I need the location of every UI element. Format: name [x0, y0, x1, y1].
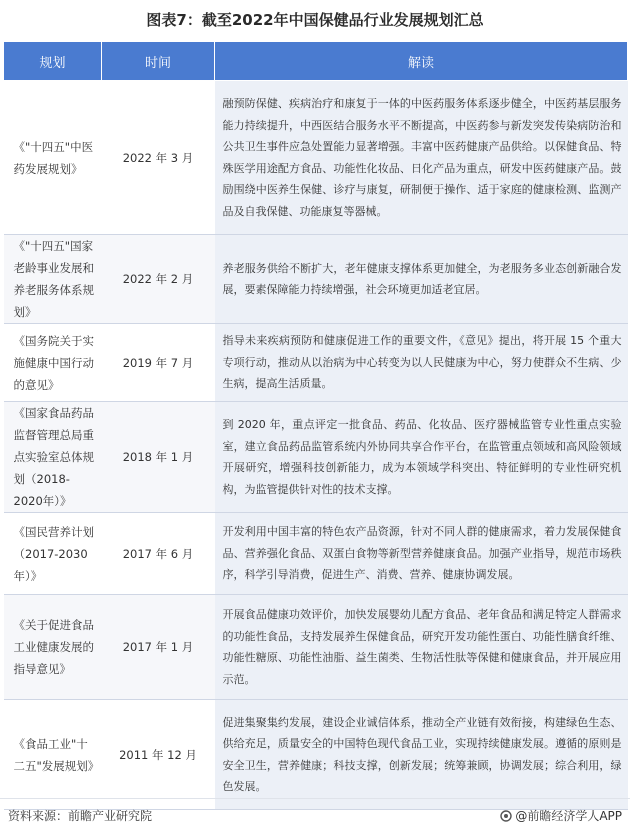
plan-cell: 《"十四五"国家老龄事业发展和养老服务体系规划》: [4, 235, 102, 324]
brand-credit-text: @前瞻经济学人APP: [515, 809, 622, 823]
time-cell: 2022 年 3 月: [102, 81, 215, 235]
chart-title: 图表7：截至2022年中国保健品行业发展规划汇总: [146, 11, 484, 29]
table-row: [4, 402, 628, 513]
table-header-row: [4, 42, 628, 81]
plan-cell: 《国民营养计划（2017-2030 年）》: [4, 513, 102, 595]
table-row: [4, 235, 628, 324]
interpretation-cell: 指导未来疾病预防和健康促进工作的重要文件，《意见》提出，将开展 15 个重大专项行动，推动从以治病为中心转变为以人民健康为中心，努力使群众不生病、少生病，提高生活质量。: [215, 324, 628, 402]
interpretation-cell: 促进集聚集约发展，建设企业诚信体系，推动全产业链有效衔接，构建绿色生态、供给充足，质量安全的中国特色现代食品工业，实现持续健康发展。遵循的原则是安全卫生，营养健康；科技支撑，创新发展；统筹兼顾，协调发展；综合利用，绿色发展。: [215, 700, 628, 810]
policy-table: [3, 41, 628, 810]
time-cell: 2017 年 6 月: [102, 513, 215, 595]
brand-logo-icon: [500, 810, 512, 822]
plan-cell: 《国家食品药品监督管理总局重点实验室总体规划（2018-2020年）》: [4, 402, 102, 513]
time-cell: 2022 年 2 月: [102, 235, 215, 324]
plan-cell: 《关于促进食品工业健康发展的指导意见》: [4, 595, 102, 700]
header-interpretation: 解读: [215, 42, 628, 81]
source-note: 资料来源：前瞻产业研究院: [8, 809, 153, 823]
time-cell: 2019 年 7 月: [102, 324, 215, 402]
header-plan: 规划: [4, 42, 102, 81]
time-cell: 2017 年 1 月: [102, 595, 215, 700]
plan-cell: 《国务院关于实施健康中国行动的意见》: [4, 324, 102, 402]
interpretation-cell: 开展食品健康功效评价，加快发展婴幼儿配方食品、老年食品和满足特定人群需求的功能性食品，支持发展养生保健食品，研究开发功能性蛋白、功能性膳食纤维、功能性糖原、功能性油脂、益生菌类、生物活性肽等保健和健康食品，并开展应用示范。: [215, 595, 628, 700]
table-row: [4, 595, 628, 700]
footer: [0, 798, 630, 835]
interpretation-cell: 到 2020 年，重点评定一批食品、药品、化妆品、医疗器械监管专业性重点实验室，建立食品药品监管系统内外协同共享合作平台，在监管重点领域和高风险领域开展研究，增强科技创新能力，成为本领域学科突出、特征鲜明的专业性研究机构，为监管提供针对性的技术支撑。: [215, 402, 628, 513]
time-cell: 2018 年 1 月: [102, 402, 215, 513]
table-row: [4, 81, 628, 235]
interpretation-cell: 融预防保健、疾病治疗和康复于一体的中医药服务体系逐步健全，中医药基层服务能力持续提升，中西医结合服务水平不断提高，中医药参与新发突发传染病防治和公共卫生事件应急处置能力显著增强。丰富中医药健康产品供给。以保健食品、特殊医学用途配方食品、功能性化妆品、日化产品为重点，研发中医药健康产品。鼓励围绕中医养生保健、诊疗与康复，研制便于操作、适于家庭的健康检测、监测产品及自我保健、功能康复等器械。: [215, 81, 628, 235]
brand-credit: [500, 807, 622, 824]
table-row: [4, 700, 628, 810]
header-time: 时间: [102, 42, 215, 81]
plan-cell: 《食品工业"十二五"发展规划》: [4, 700, 102, 810]
interpretation-cell: 开发利用中国丰富的特色农产品资源，针对不同人群的健康需求，着力发展保健食品、营养强化食品、双蛋白食物等新型营养健康食品。加强产业指导，规范市场秩序，科学引导消费，促进生产、消费、营养、健康协调发展。: [215, 513, 628, 595]
time-cell: 2011 年 12 月: [102, 700, 215, 810]
interpretation-cell: 养老服务供给不断扩大，老年健康支撑体系更加健全，为老服务多业态创新融合发展，要素保障能力持续增强，社会环境更加适老宜居。: [215, 235, 628, 324]
table-row: [4, 513, 628, 595]
table-row: [4, 324, 628, 402]
plan-cell: 《"十四五"中医药发展规划》: [4, 81, 102, 235]
